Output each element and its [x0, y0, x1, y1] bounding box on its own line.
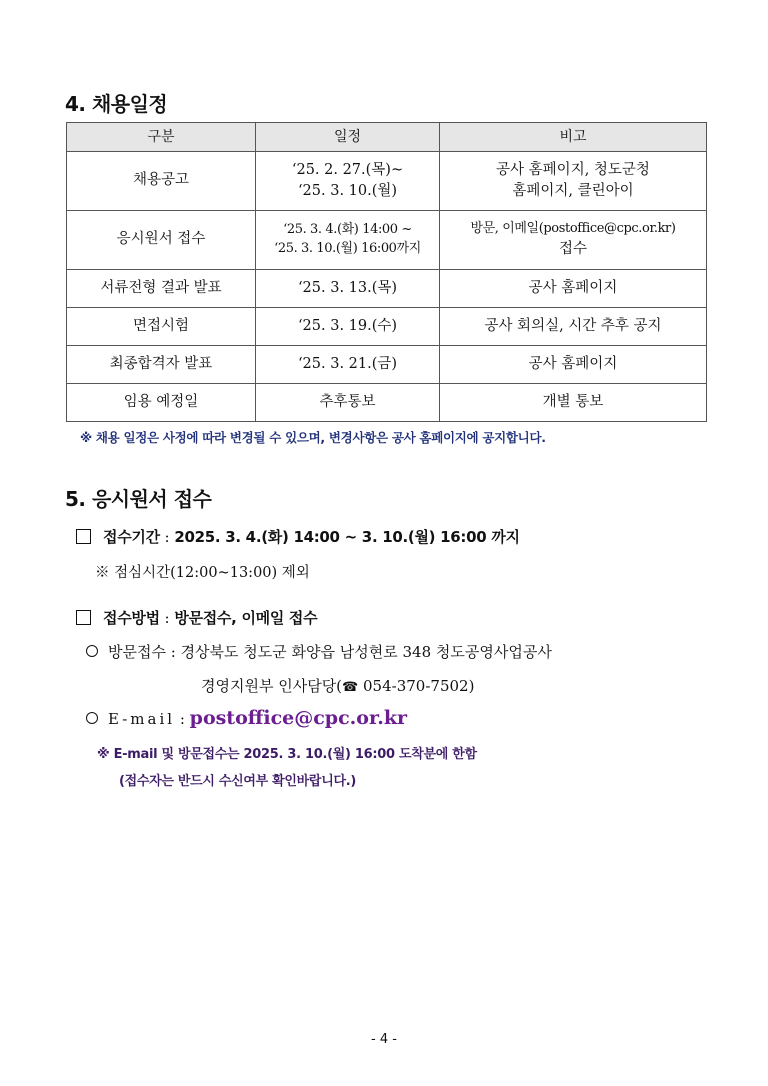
confirm-note: (접수자는 반드시 수신여부 확인바랍니다.) [119, 774, 356, 789]
email-label: E-mail [108, 710, 176, 728]
table-header-row [67, 123, 707, 152]
visit-address-prefix: 경영지원부 인사담당( [201, 677, 343, 695]
cell-note: 개별 통보 [440, 384, 707, 422]
cell-note-line: 공사 홈페이지, 청도군청 [496, 161, 650, 178]
method-line [76, 607, 317, 628]
visit-line [86, 641, 552, 662]
cell-schedule [256, 211, 440, 270]
cell-note-line: 방문, 이메일(postoffice@cpc.or.kr) [470, 221, 676, 237]
checkbox-square-icon [76, 529, 91, 544]
period-value: 2025. 3. 4.(화) 14:00 ~ 3. 10.(월) 16:00 까지 [174, 528, 520, 546]
email-address-link[interactable]: postoffice@cpc.or.kr [189, 707, 407, 729]
method-separator: : [159, 609, 175, 627]
table-row [67, 152, 707, 211]
visit-separator: : [165, 643, 181, 661]
cell-schedule: 추후통보 [256, 384, 440, 422]
table-row [67, 211, 707, 270]
cell-note-line: 홈페이지, 클린아이 [512, 183, 634, 199]
schedule-table [66, 122, 707, 422]
table-row [67, 384, 707, 422]
checkbox-square-icon [76, 610, 91, 625]
visit-address-line1: 경상북도 청도군 화양읍 남성현로 348 청도공영사업공사 [180, 643, 552, 661]
cell-note: 공사 홈페이지 [440, 270, 707, 308]
section-4-title: 4. 채용일정 [65, 92, 168, 116]
cell-schedule-line: ‘25. 3. 10.(월) [297, 183, 398, 199]
table-row [67, 270, 707, 308]
cell-schedule: ‘25. 3. 21.(금) [256, 346, 440, 384]
cell-schedule: ‘25. 3. 13.(목) [256, 270, 440, 308]
cell-schedule-line: ‘25. 2. 27.(목)~ [291, 161, 404, 178]
method-value: 방문접수, 이메일 접수 [174, 609, 318, 627]
email-line [86, 707, 407, 729]
email-separator: : [175, 710, 190, 728]
cell-schedule-line: ‘25. 3. 4.(화) 14:00 ~ [283, 222, 412, 238]
table-row [67, 346, 707, 384]
visit-address-line2 [201, 675, 474, 696]
cell-category: 면접시험 [67, 308, 256, 346]
cell-schedule-line: ‘25. 3. 10.(월) 16:00까지 [274, 241, 421, 256]
header-schedule: 일정 [256, 123, 440, 152]
cell-note-line: 접수 [558, 240, 587, 257]
cell-category: 최종합격자 발표 [67, 346, 256, 384]
deadline-note: ※ E-mail 및 방문접수는 2025. 3. 10.(월) 16:00 도착분에 한함 [97, 747, 477, 762]
cell-note [440, 211, 707, 270]
cell-category: 채용공고 [67, 152, 256, 211]
method-label: 접수방법 [103, 609, 160, 627]
lunch-note: ※ 점심시간(12:00~13:00) 제외 [95, 565, 310, 581]
header-category: 구분 [67, 123, 256, 152]
visit-phone: 054-370-7502) [358, 677, 475, 695]
cell-note [440, 152, 707, 211]
cell-category: 임용 예정일 [67, 384, 256, 422]
period-separator: : [159, 528, 175, 546]
cell-category: 서류전형 결과 발표 [67, 270, 256, 308]
bullet-circle-icon [86, 645, 98, 657]
page-number: - 4 - [371, 1032, 397, 1047]
cell-schedule [256, 152, 440, 211]
cell-schedule: ‘25. 3. 19.(수) [256, 308, 440, 346]
table-row [67, 308, 707, 346]
period-line [76, 526, 520, 547]
bullet-circle-icon [86, 712, 98, 724]
section-5-title: 5. 응시원서 접수 [65, 487, 212, 511]
visit-label: 방문접수 [108, 643, 166, 661]
cell-note: 공사 회의실, 시간 추후 공지 [440, 308, 707, 346]
period-label: 접수기간 [103, 528, 160, 546]
header-note: 비고 [440, 123, 707, 152]
phone-icon: ☎ [342, 680, 359, 695]
schedule-notice: ※ 채용 일정은 사정에 따라 변경될 수 있으며, 변경사항은 공사 홈페이지에 공지합니다. [80, 430, 546, 445]
cell-note: 공사 홈페이지 [440, 346, 707, 384]
cell-category: 응시원서 접수 [67, 211, 256, 270]
